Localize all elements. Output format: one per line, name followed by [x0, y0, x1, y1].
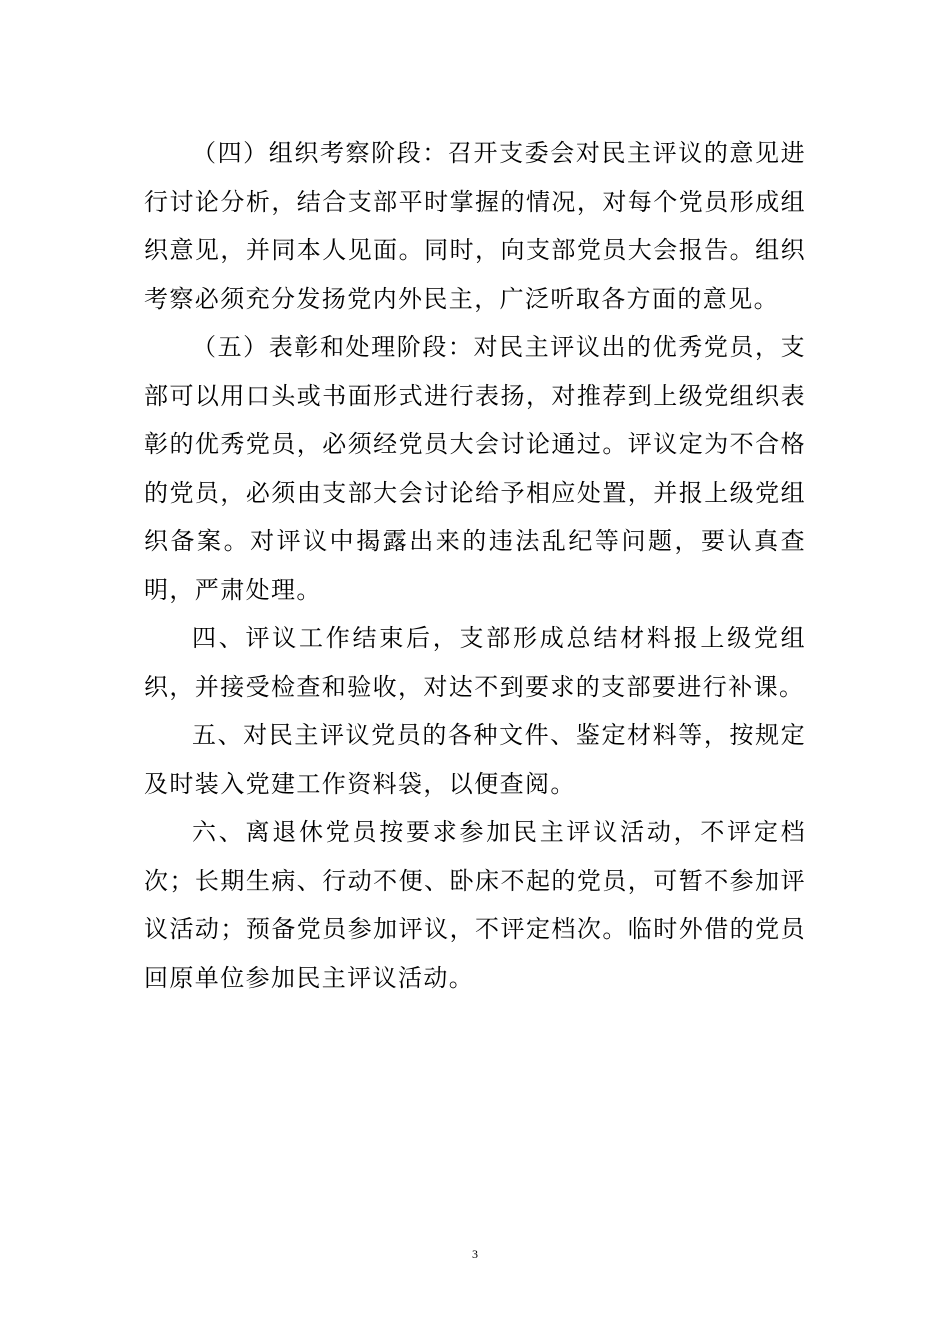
paragraph-retired-members: 六、离退休党员按要求参加民主评议活动，不评定档次；长期生病、行动不便、卧床不起的党员，可暂不参加评议活动；预备党员参加评议，不评定档次。临时外借的党员回原单位参加民主评议活动。	[144, 818, 806, 992]
paragraph-document-archiving: 五、对民主评议党员的各种文件、鉴定材料等，按规定及时装入党建工作资料袋，以便查阅。	[144, 721, 806, 798]
paragraph-summary-materials: 四、评议工作结束后，支部形成总结材料报上级党组织，并接受检查和验收，对达不到要求的支部要进行补课。	[144, 624, 806, 701]
paragraph-commendation-handling: （五）表彰和处理阶段：对民主评议出的优秀党员，支部可以用口头或书面形式进行表扬，对推荐到上级党组织表彰的优秀党员，必须经党员大会讨论通过。评议定为不合格的党员，必须由支部大会讨论给予相应处置，并报上级党组织备案。对评议中揭露出来的违法乱纪等问题，要认真查明，严肃处理。	[144, 333, 806, 604]
page-number: 3	[472, 1247, 478, 1261]
document-body	[144, 129, 806, 1002]
paragraph-organization-review: （四）组织考察阶段：召开支委会对民主评议的意见进行讨论分析，结合支部平时掌握的情况，对每个党员形成组织意见，并同本人见面。同时，向支部党员大会报告。组织考察必须充分发扬党内外民主，广泛听取各方面的意见。	[144, 139, 806, 313]
